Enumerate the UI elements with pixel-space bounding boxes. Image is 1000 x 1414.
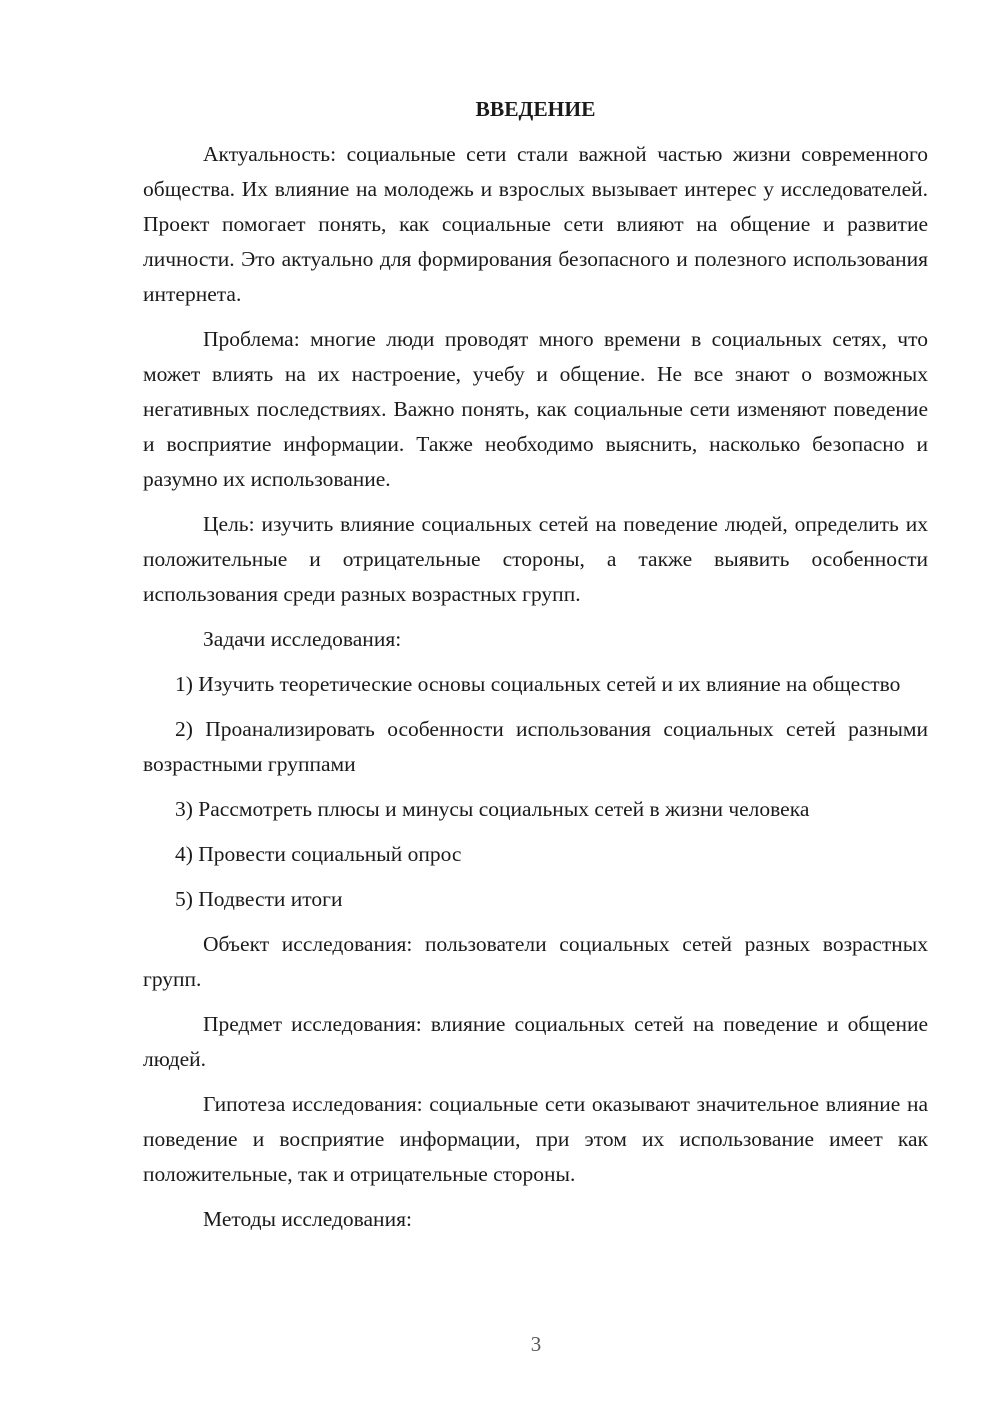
object-paragraph: Объект исследования: пользователи социальных сетей разных возрастных групп. [143, 932, 928, 991]
hypothesis-paragraph: Гипотеза исследования: социальные сети оказывают значительное влияние на поведение и восприятие информации, при этом их использование имеет как положительные, так и отрицательные стороны. [143, 1092, 928, 1186]
subject-paragraph: Предмет исследования: влияние социальных сетей на поведение и общение людей. [143, 1012, 928, 1071]
task-item-2: 2) Проанализировать особенности использования социальных сетей разными возрастными группами [143, 717, 928, 776]
page-number: 3 [530, 1332, 542, 1356]
relevance-paragraph: Актуальность: социальные сети стали важной частью жизни современного общества. Их влияние на молодежь и взрослых вызывает интерес у исследователей. Проект помогает понять, как социальные сети влияют на общение и развитие личности. Это актуально для формирования безопасного и полезного использования интернета. [143, 142, 928, 306]
methods-heading: Методы исследования: [203, 1207, 412, 1231]
task-item-5: 5) Подвести итоги [175, 887, 343, 911]
problem-paragraph: Проблема: многие люди проводят много времени в социальных сетях, что может влиять на их настроение, учебу и общение. Не все знают о возможных негативных последствиях. Важно понять, как социальные сети изменяют поведение и восприятие информации. Также необходимо выяснить, насколько безопасно и разумно их использование. [143, 327, 928, 491]
document-page [143, 92, 928, 1247]
goal-paragraph: Цель: изучить влияние социальных сетей на поведение людей, определить их положительные и отрицательные стороны, а также выявить особенности использования среди разных возрастных групп. [143, 512, 928, 606]
task-item-4: 4) Провести социальный опрос [175, 842, 462, 866]
section-title: ВВЕДЕНИЕ [475, 97, 596, 121]
task-item-3: 3) Рассмотреть плюсы и минусы социальных сетей в жизни человека [175, 797, 810, 821]
tasks-heading: Задачи исследования: [203, 627, 402, 651]
task-item-1: 1) Изучить теоретические основы социальных сетей и их влияние на общество [175, 672, 901, 696]
